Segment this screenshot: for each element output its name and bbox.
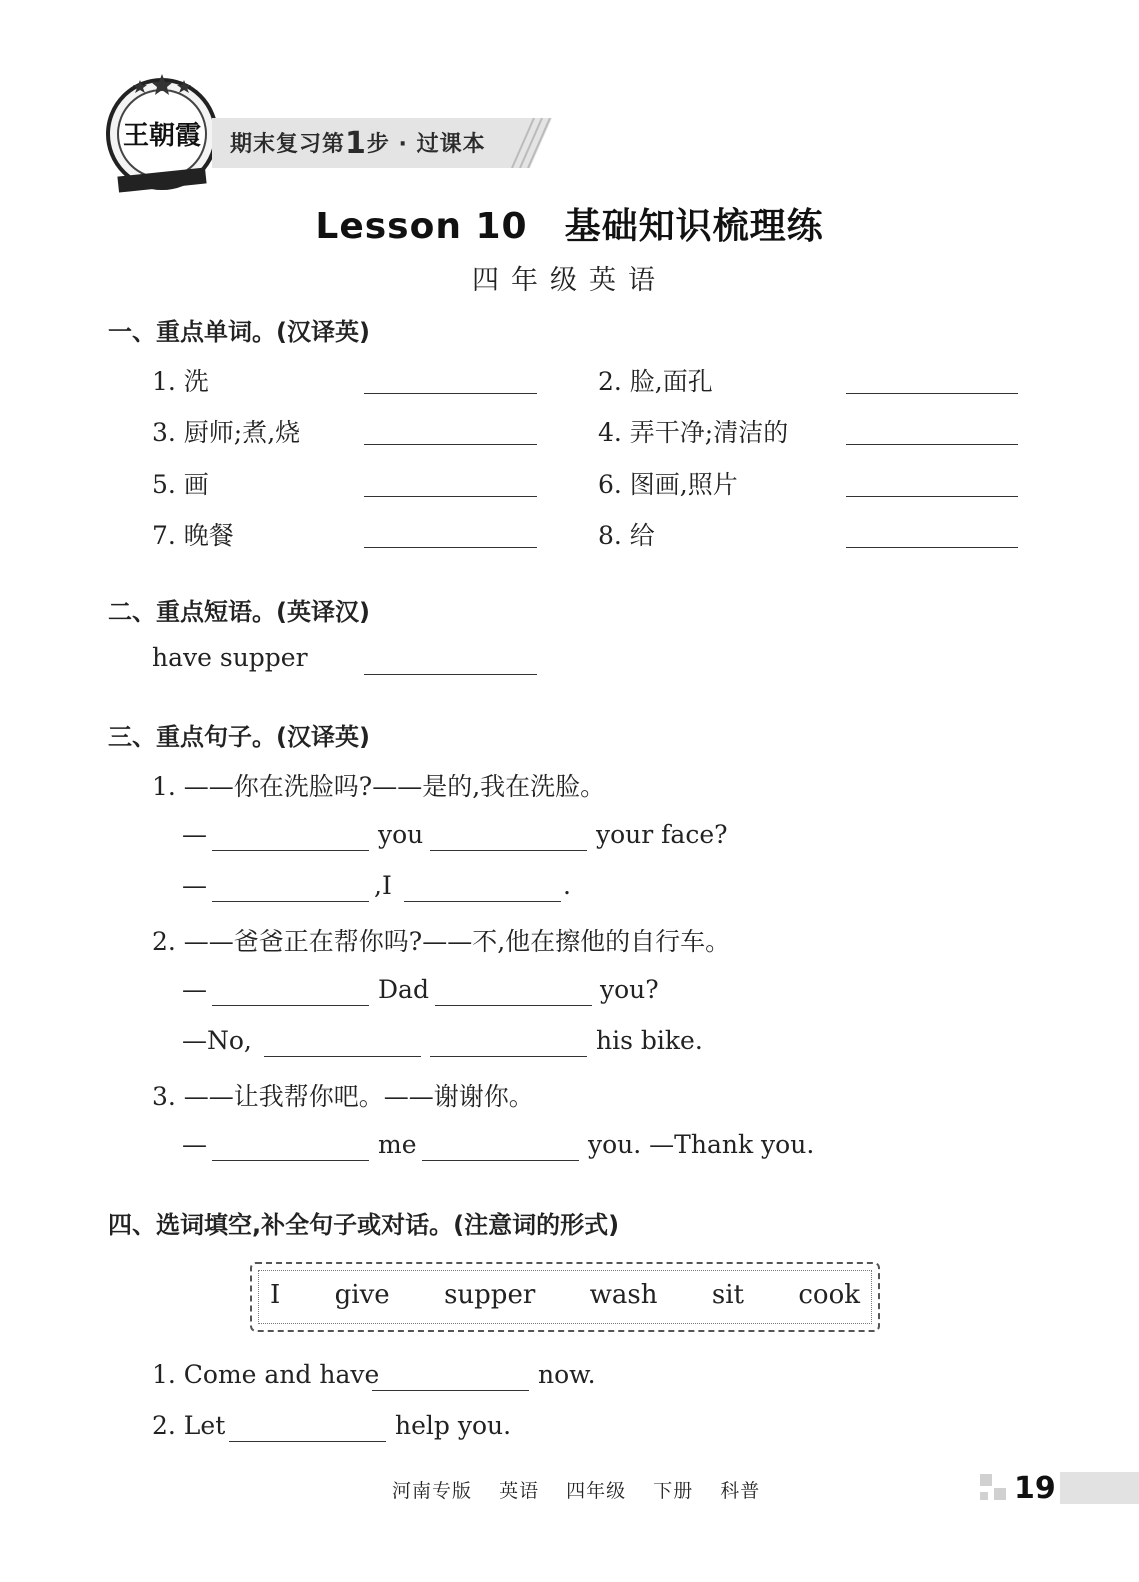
sentence-2-blank-2[interactable] [435,1005,592,1006]
footer-decor-square [994,1488,1006,1500]
sentence-1-dash-b: — [182,871,207,900]
word-bank [270,1280,860,1310]
footer-volume: 下册 [653,1480,694,1502]
sentence-3-blank-1[interactable] [212,1160,369,1161]
sentence-3-dash: — [182,1130,207,1159]
section4-heading: 四、选词填空,补全句子或对话。(注意词的形式) [108,1211,620,1239]
page-title: Lesson 10 基础知识梳理练 [315,206,824,247]
fill-question-2-blank[interactable] [229,1441,386,1442]
word-item-2: 2. 脸,面孔 [598,367,713,396]
word-bank-item: wash [589,1280,658,1310]
banner-prefix: 期末复习第 [230,132,346,157]
fill-question-2: 2. Let [152,1411,226,1440]
word-item-7: 7. 晚餐 [152,521,234,550]
banner-step: 1 [345,126,367,161]
answer-blank-5[interactable] [364,496,537,497]
answer-blank-7[interactable] [364,547,537,548]
word-item-6: 6. 图画,照片 [598,470,738,499]
sentence-2-word-bike: his bike. [596,1026,703,1055]
page-subtitle: 四年级英语 [472,265,667,296]
sentence-2-word-you: you? [600,975,659,1004]
sentence-1-word-i: ,I [374,871,392,900]
sentence-3-prompt: 3. ——让我帮你吧。——谢谢你。 [152,1082,534,1111]
sentence-1-word-you: you [378,820,424,849]
footer-subject: 英语 [499,1480,540,1502]
sentence-3-word-me: me [378,1130,417,1159]
brand-logo-badge [104,72,220,196]
answer-blank-6[interactable] [846,496,1018,497]
sentence-3-word-thank: you. —Thank you. [588,1130,815,1159]
footer-decor-square [980,1474,992,1486]
sentence-2-dash-a: — [182,975,207,1004]
logo-lettering: 王朝霞 [122,121,202,151]
section2-heading: 二、重点短语。(英译汉) [108,598,370,626]
footer-info [392,1476,780,1503]
sentence-2-blank-3[interactable] [264,1056,421,1057]
sentence-1-period: . [563,871,571,900]
fill-question-1-blank[interactable] [372,1390,529,1391]
word-bank-item: give [334,1280,390,1310]
word-bank-item: supper [444,1280,536,1310]
fill-question-1-end: now. [538,1360,596,1389]
sentence-1-blank-4[interactable] [404,901,561,902]
sentence-2-no: —No, [182,1026,252,1055]
word-bank-item: sit [711,1280,744,1310]
answer-blank-4[interactable] [846,444,1018,445]
section3-heading: 三、重点句子。(汉译英) [108,723,370,751]
sentence-1-prompt: 1. ——你在洗脸吗?——是的,我在洗脸。 [152,772,606,801]
sentence-1-blank-1[interactable] [212,850,369,851]
phrase-answer-blank[interactable] [364,674,537,675]
sentence-1-word-face: your face? [596,820,728,849]
sentence-2-prompt: 2. ——爸爸正在帮你吗?——不,他在擦他的自行车。 [152,927,731,956]
banner-suffix: 步 · 过课本 [366,132,486,157]
word-item-5: 5. 画 [152,470,209,499]
fill-question-2-end: help you. [395,1411,512,1440]
footer-edition: 河南专版 [392,1480,473,1502]
answer-blank-2[interactable] [846,393,1018,394]
word-bank-item: cook [798,1280,860,1310]
sentence-3-blank-2[interactable] [422,1160,579,1161]
word-item-8: 8. 给 [598,521,655,550]
sentence-1-blank-3[interactable] [212,901,369,902]
sentence-2-blank-4[interactable] [430,1056,587,1057]
page-number: 19 [1014,1471,1056,1506]
banner-title [230,126,486,161]
footer-decor-square [980,1492,988,1500]
word-item-3: 3. 厨师;煮,烧 [152,418,301,447]
sentence-1-dash-a: — [182,820,207,849]
answer-blank-1[interactable] [364,393,537,394]
word-item-1: 1. 洗 [152,367,209,396]
sentence-2-blank-1[interactable] [212,1005,369,1006]
footer-publisher: 科普 [720,1480,761,1502]
sentence-1-blank-2[interactable] [430,850,587,851]
answer-blank-3[interactable] [364,444,537,445]
section1-heading: 一、重点单词。(汉译英) [108,318,370,346]
answer-blank-8[interactable] [846,547,1018,548]
footer-grade: 四年级 [566,1480,627,1502]
page-number-bar [1060,1472,1139,1504]
fill-question-1: 1. Come and have [152,1360,380,1389]
word-bank-item: I [270,1280,281,1310]
word-item-4: 4. 弄干净;清洁的 [598,418,789,447]
sentence-2-word-dad: Dad [378,975,429,1004]
phrase-item: have supper [152,643,308,672]
